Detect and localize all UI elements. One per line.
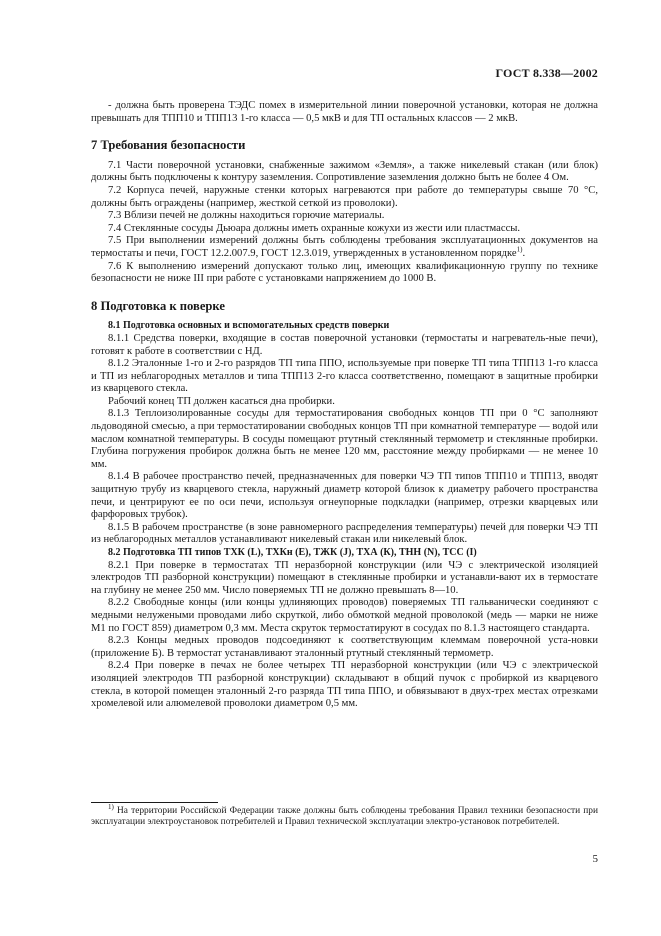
section-7-title: 7 Требования безопасности <box>91 138 246 153</box>
section-8-title: 8 Подготовка к поверке <box>91 298 225 313</box>
footnote-marker: 1) <box>108 802 114 811</box>
standard-code-header: ГОСТ 8.338—2002 <box>495 66 598 80</box>
paragraph-7-5: 7.5 При выполнении измерений должны быть соблюдены требования эксплуатационных документов на термостаты и печи, ГОСТ 12.2.007.9, ГОСТ 12.3.019, утвержденных в установленном порядке$^{1)}$. <box>91 235 598 259</box>
footnote-reference: 1) <box>516 245 523 254</box>
paragraph-7-1: 7.1 Части поверочной установки, снабженные зажимом «Земля», а также никелевый стакан (или блок) должны быть подключены к контуру заземления. Сопротивление заземления должно быть не более 4 Ом. <box>91 159 598 184</box>
paragraph-8-1-2-b: Рабочий конец ТП должен касаться дна пробирки. <box>108 395 335 407</box>
paragraph-8-2-2: 8.2.2 Свободные концы (или концы удлиняющих проводов) поверяемых ТП гальванически соединяют с медными нелужеными проводами либо скруткой, либо обмоткой медной проволокой (медь — марки не ниже М1 по ГОСТ 859) диаметром 0,3 мм. Места скруток термостатируют в сосудах по 8.1.3 настоящего стандарта. <box>91 597 598 634</box>
paragraph-7-3: 7.3 Вблизи печей не должны находиться горючие материалы. <box>108 210 385 222</box>
footnote-text: На территории Российской Федерации также должны быть соблюдены требования Правил техники безопасности при эксплуатации электроустановок потребителей и Правил технической эксплуатации электро-установок потребителей. <box>91 806 598 828</box>
paragraph-8-2-1: 8.2.1 При поверке в термостатах ТП неразборной конструкции (или ЧЭ с электрической изоляцией электродов ТП разборной конструкции) помещают в стеклянные пробирки и устанавли-вают их в термостате на глубину не менее 250 мм. Число поверяемых ТП не должно превышать 8—10. <box>91 559 598 596</box>
main-text <box>91 100 598 711</box>
paragraph-8-1-4: 8.1.4 В рабочее пространство печей, предназначенных для поверки ЧЭ ТП типов ТПП10 и ТПП13, вводят защитную трубу из кварцевого стекла, наружный диаметр которой близок к диаметру рабочего пространства печи, и центрируют ее по оси печи, используя огнеупорные подкладки (например, отрезки кварцевых или фарфоровых трубок). <box>91 471 598 521</box>
page-number: 5 <box>592 853 598 865</box>
paragraph-8-1-3: 8.1.3 Теплоизолированные сосуды для термостатирования свободных концов ТП при 0 °С заполняют льдоводяной смесью, а при термостатировании свободных концов ТП при комнатной температуре — водой или маслом комнатной температуры. В сосуды помещают ртутный стеклянный термометр и стеклянные пробирки. Глубина погружения пробирок должна быть не менее 120 мм, расстояние между пробирками — не менее 10 мм. <box>91 408 598 470</box>
paragraph-7-5-text: 7.5 При выполнении измерений должны быть соблюдены требования эксплуатационных документов на термостаты и печи, ГОСТ 12.2.007.9, ГОСТ 12.3.019, утвержденных в установленном порядке <box>91 235 598 259</box>
paragraph-7-4: 7.4 Стеклянные сосуды Дьюара должны иметь охранные кожухи из жести или пластмассы. <box>108 222 521 234</box>
footnote <box>91 802 598 829</box>
paragraph-8-2-4: 8.2.4 При поверке в печах не более четырех ТП неразборной конструкции (или ЧЭ с электрической изоляцией электродов ТП разборной конструкции) складывают в общий пучок с пробиркой из кварцевого стекла, в которой помещен эталонный 2-го разряда ТП типа ППО, и обвязывают в двух-трех местах отрезками хромелевой или алюмелевой проволоки диаметром 0,5 мм. <box>91 660 598 710</box>
paragraph-7-2: 7.2 Корпуса печей, наружные стенки которых нагреваются при работе до температуры свыше 70 °С, должны быть ограждены (например, жесткой сеткой из проволоки). <box>91 184 598 209</box>
subsection-8-2-title: 8.2 Подготовка ТП типов ТХК (L), ТХКн (Е), ТЖК (J), ТХА (К), ТНН (N), ТСС (I) <box>108 547 477 558</box>
paragraph-8-1-5: 8.1.5 В рабочем пространстве (в зоне равномерного распределения температуры) печей для поверки ЧЭ ТП из неблагородных металлов устанавливают никелевый стакан или никелевый блок. <box>91 521 598 546</box>
intro-paragraph: - должна быть проверена ТЭДС помех в измерительной линии поверочной установки, которая не должна превышать для ТПП10 и ТПП13 1-го класса — 0,5 мкВ и для ТП остальных классов — 2 мкВ. <box>91 100 598 124</box>
paragraph-7-6: 7.6 К выполнению измерений допускают только лиц, имеющих квалификационную группу по технике безопасности не ниже III при работе с установками напряжением до 1000 В. <box>91 260 598 285</box>
paragraph-8-2-3: 8.2.3 Концы медных проводов подсоединяют к соответствующим клеммам поверочной уста-новки (приложение Б). В термостат устанавливают эталонный ртутный стеклянный термометр. <box>91 635 598 659</box>
paragraph-8-1-2: 8.1.2 Эталонные 1-го и 2-го разрядов ТП типа ППО, используемые при поверке ТП типа ТПП13 1-го класса и ТП из неблагородных металлов и типа ТПП13 2-го класса соответственно, помещают в защитные пробирки из кварцевого стекла. <box>91 358 598 395</box>
paragraph-8-1-1: 8.1.1 Средства поверки, входящие в состав поверочной установки (термостаты и нагреватель-ные печи), готовят к работе в соответствии с НД. <box>91 332 598 357</box>
subsection-8-1-title: 8.1 Подготовка основных и вспомогательных средств поверки <box>108 320 390 332</box>
